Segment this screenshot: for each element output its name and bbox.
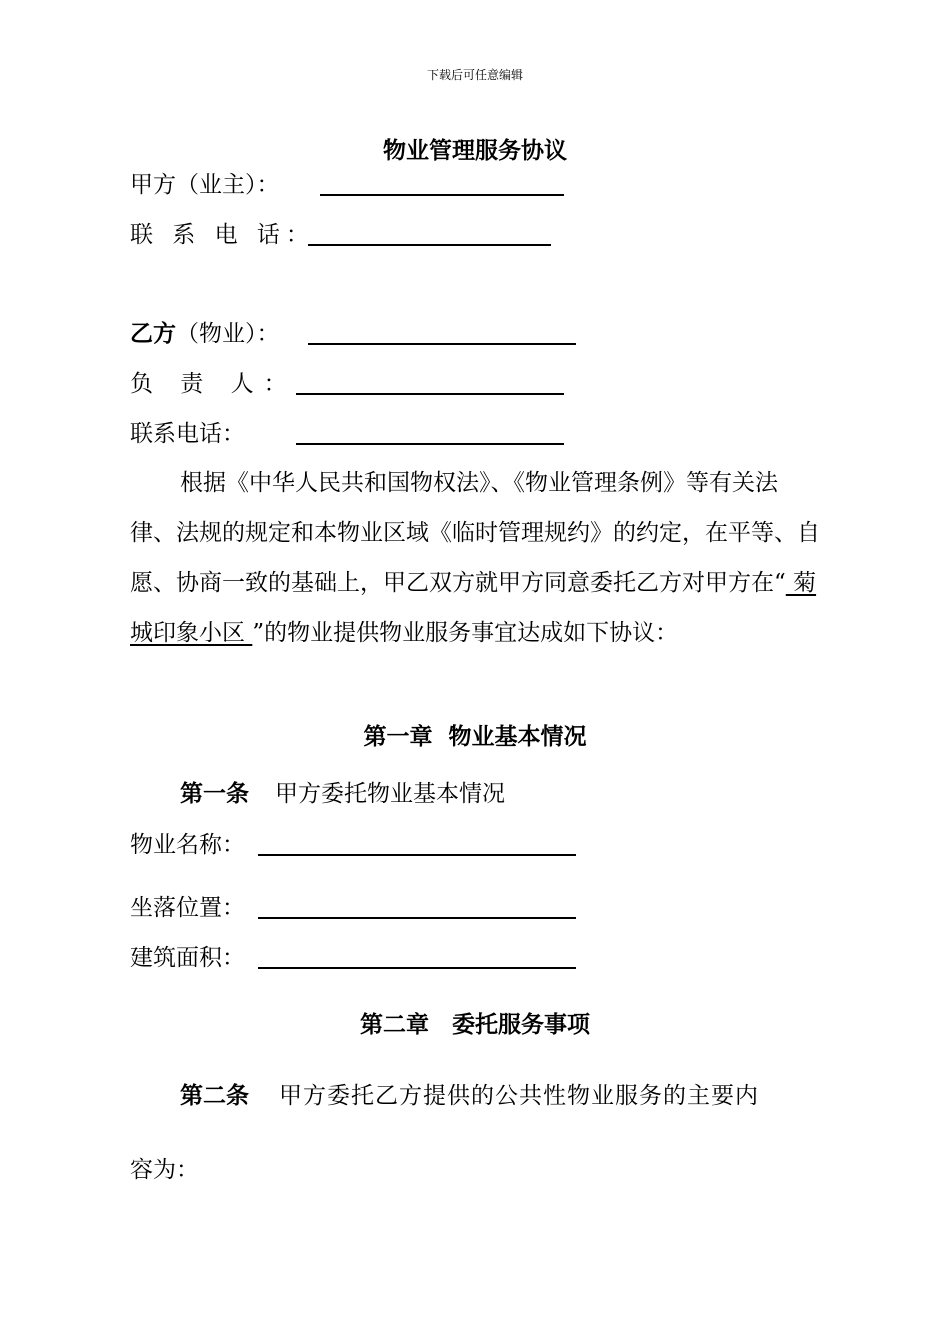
article-2-text: 甲方委托乙方提供的公共性物业服务的主要内 <box>279 1083 759 1109</box>
party-b-person-label: 负 责 人： <box>130 371 297 397</box>
party-b-label-rest: （物业）： <box>176 321 280 347</box>
party-b-phone-blank[interactable] <box>296 443 564 445</box>
area-blank[interactable] <box>258 967 576 969</box>
party-b-person-blank[interactable] <box>296 393 564 395</box>
party-a-phone-label: 联 系 电 话： <box>130 222 315 248</box>
location-label: 坐落位置： <box>130 895 245 921</box>
party-b-phone-label: 联系电话： <box>130 421 245 447</box>
article-1-text: 甲方委托物业基本情况 <box>275 781 505 807</box>
area-label: 建筑面积： <box>130 945 245 971</box>
article-1-label: 第一条 <box>180 780 249 807</box>
property-name-blank[interactable] <box>258 854 576 856</box>
article-2-label: 第二条 <box>180 1082 249 1109</box>
location-blank[interactable] <box>258 917 576 919</box>
article-2 <box>180 1081 759 1111</box>
document-title: 物业管理服务协议 <box>383 137 567 164</box>
header-note: 下载后可任意编辑 <box>426 68 523 82</box>
party-a-blank[interactable] <box>320 194 564 196</box>
party-a-label: 甲方（业主）： <box>130 172 280 198</box>
party-a-phone-blank[interactable] <box>308 244 551 246</box>
article-1 <box>180 779 505 809</box>
party-b-label <box>130 319 280 349</box>
chapter-1-title: 第一章 物业基本情况 <box>363 723 587 750</box>
intro-part1: 根据《中华人民共和国物权法》、《物业管理条例》等有关法律、法规的规定和本物业区域《临时管理规约》的约定，在平等、自愿、协商一致的基础上，甲乙双方就甲方同意委托乙方对甲方在“ <box>130 470 820 596</box>
party-b-label-bold: 乙方 <box>130 320 176 347</box>
article-2-continuation: 容为： <box>130 1157 199 1183</box>
party-b-blank[interactable] <box>308 343 576 345</box>
intro-part2: ”的物业提供物业服务事宜达成如下协议： <box>252 620 679 646</box>
property-name: 菊城印象小区 <box>130 570 817 646</box>
property-name-label: 物业名称： <box>130 832 245 858</box>
chapter-2-title: 第二章 委托服务事项 <box>360 1011 590 1038</box>
intro-paragraph <box>130 458 820 658</box>
